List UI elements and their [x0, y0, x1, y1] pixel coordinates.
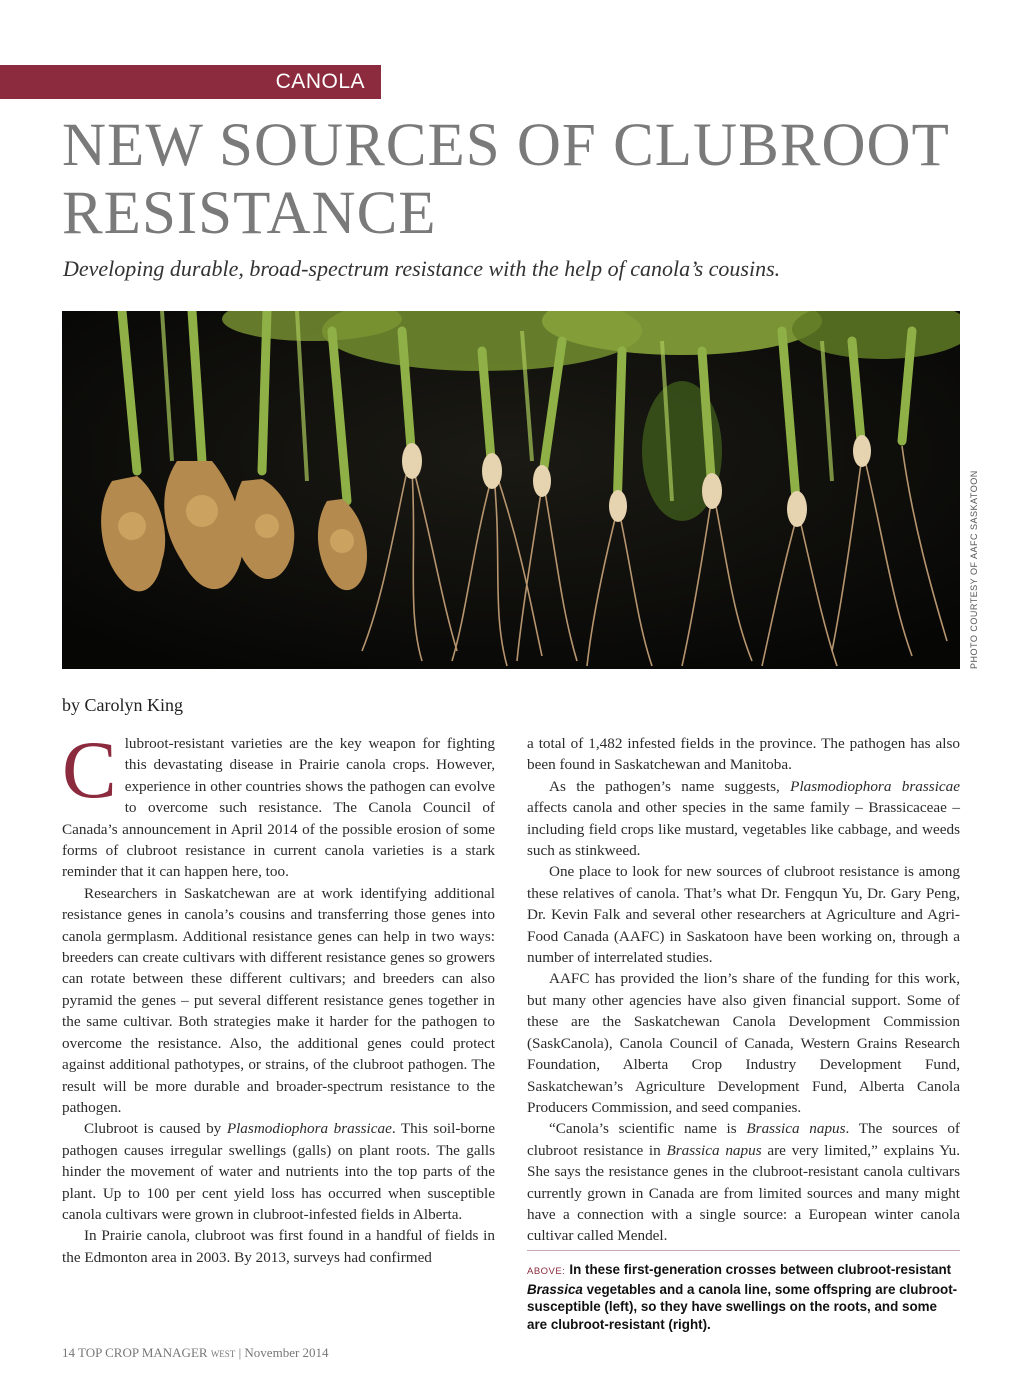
body-column-left — [62, 724, 496, 1268]
caption-label: ABOVE: — [527, 1266, 566, 1277]
body-paragraph: “Canola’s scientific name is Brassica napus. The sources of clubroot resistance in Brassica napus are very limited,” explains Yu. She says the resistance genes in the clubroot-resistant canola cultivars currently grown in Canada are from limited sources and many might have a connection with a single source: a European winter canola cultivar called Mendel. — [527, 1120, 960, 1245]
body-paragraph: Clubroot-resistant varieties are the key weapon for fighting this devastating disease in Prairie canola crops. However, experience in other countries shows the pathogen can evolve to overcome such resistance. The Canola Council of Canada’s announcement in April 2014 of the possible erosion of some forms of clubroot resistance in current canola varieties is a stark reminder that it can happen here, too. — [62, 724, 495, 881]
section-tag — [0, 65, 381, 99]
body-paragraph: AAFC has provided the lion’s share of the funding for this work, but many other agencies have also given financial support. Some of these are the Saskatchewan Canola Development Commission (SaskCanola), Canola Council of Canada, Western Grains Research Foundation, Alberta Crop Industry Development Fund, Saskatchewan’s Agriculture Development Fund, Alberta Canola Producers Commission, and seed companies. — [527, 970, 960, 1116]
page-footer — [62, 1345, 329, 1361]
article-headline: NEW SOURCES OF CLUBROOT RESISTANCE — [62, 112, 949, 247]
caption-divider — [527, 1250, 960, 1251]
article-dek: Developing durable, broad-spectrum resistance with the help of canola’s cousins. — [63, 256, 781, 281]
drop-cap: C — [62, 724, 117, 815]
body-paragraph: In Prairie canola, clubroot was first found in a handful of fields in the Edmonton area in 2003. By 2013, surveys had confirmed — [62, 1227, 495, 1266]
footer-separator: | — [238, 1345, 242, 1360]
clubroot-photo — [62, 311, 960, 669]
photo-credit: PHOTO COURTESY OF AAFC SASKATOON — [969, 470, 979, 669]
body-paragraph: As the pathogen’s name suggests, Plasmodiophora brassicae affects canola and other species in the same family – Brassicaceae – including field crops like mustard, vegetables like cabbage, and weeds such as stinkweed. — [527, 777, 960, 860]
body-paragraph: One place to look for new sources of clubroot resistance is among these relatives of canola. That’s what Dr. Fengqun Yu, Dr. Gary Peng, Dr. Kevin Falk and several other researchers at Agriculture and Agri-Food Canada (AAFC) in Saskatoon have been working on, through a number of interrelated studies. — [527, 863, 960, 967]
body-paragraph: a total of 1,482 infested fields in the province. The pathogen has also been found in Saskatchewan and Manitoba. — [527, 735, 960, 774]
body-paragraph: Researchers in Saskatchewan are at work identifying additional resistance genes in canola’s cousins and transferring those genes into canola germplasm. Additional resistance genes can help in two ways: breeders can create cultivars with different resistance genes so growers can rotate between these different cultivars; and breeders can also pyramid the genes – put several different resistance genes together in the same cultivar. Both strategies make it harder for the pathogen to overcome the resistance. Also, the additional genes could protect against additional pathotypes, or strains, of the clubroot pathogen. The result will be more durable and broader-spectrum resistance to the pathogen. — [62, 884, 495, 1116]
magazine-name: TOP CROP MANAGER — [78, 1345, 208, 1360]
photo-caption: ABOVE: In these first-generation crosses between clubroot-resistant Brassica vegetables and a canola line, some offspring are clubroot-susceptible (left), so they have swellings on the roots, and some are clubroot-resistant (right). — [527, 1262, 958, 1332]
section-label: CANOLA — [275, 70, 365, 93]
page-number: 14 — [62, 1345, 75, 1360]
body-column-right — [527, 733, 960, 1247]
body-paragraph: Clubroot is caused by Plasmodiophora brassicae. This soil-borne pathogen causes irregular swellings (galls) on plant roots. The galls hinder the movement of water and nutrients into the top parts of the plant. Up to 100 per cent yield loss has occurred when susceptible canola cultivars were grown in clubroot-infested fields in Alberta. — [62, 1120, 496, 1223]
magazine-edition: WEST — [210, 1349, 236, 1359]
byline: by Carolyn King — [62, 695, 183, 715]
issue-date: November 2014 — [244, 1345, 329, 1360]
plant-roots-illustration — [62, 311, 960, 669]
